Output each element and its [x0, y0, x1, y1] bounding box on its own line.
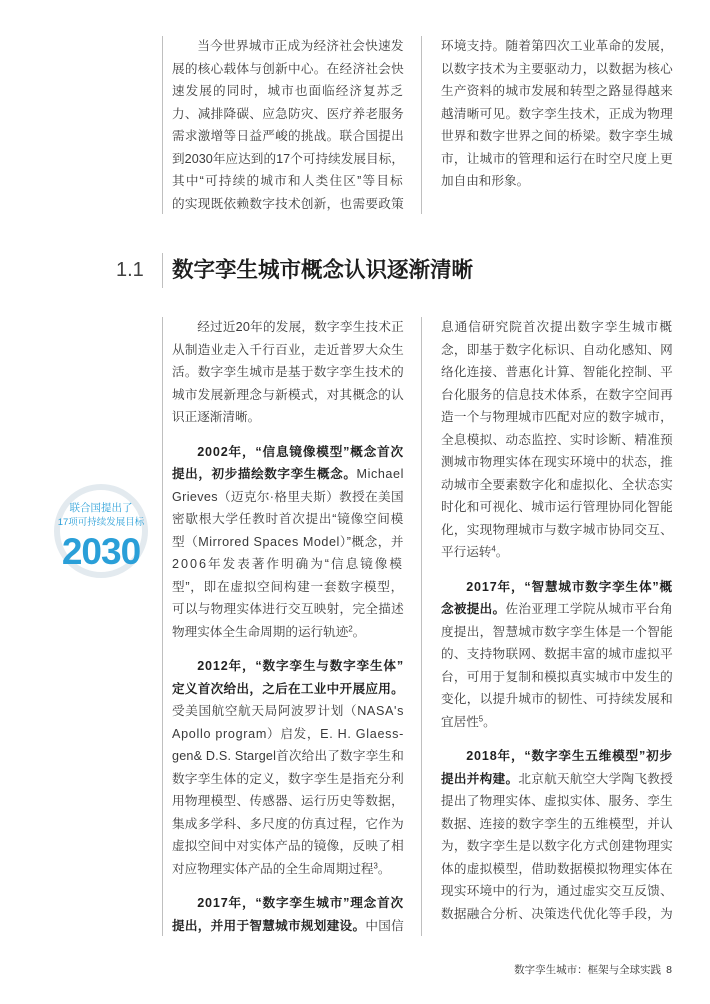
text-line: [441, 666, 673, 689]
line-text: 台化服务的信息技术体系，在数字空间再: [441, 387, 673, 402]
line-text: 度提出，智慧城市数字孪生体是一个智能: [441, 624, 673, 639]
line-text: 加自由和形象。: [441, 174, 530, 188]
line-text: 络化连接、普惠化计算、智能化控制、平: [441, 365, 673, 379]
line-text: 虚拟空间中对实体产品的镜像，反映了相: [172, 839, 404, 853]
line-text: 念，即基于数字化标识、自动化感知、网: [441, 342, 673, 357]
intro-left-column: [172, 35, 404, 215]
text-line: [172, 361, 404, 384]
line-text: 环境支持。随着第四次工业革命的发展，: [441, 39, 673, 53]
bold-lead-in: 2017年，“智慧城市数字孪生体”概: [466, 579, 673, 594]
line-text: 生产资料的城市发展和转型之路显得越来: [441, 84, 673, 98]
text-run: 物理实体全生命周期的运行轨迹: [172, 624, 349, 639]
text-line: [172, 508, 404, 531]
text-run: 平行运转: [441, 545, 492, 559]
text-run: 中国信: [365, 918, 405, 933]
text-run: 宜居性: [441, 714, 479, 729]
text-line: [441, 643, 673, 666]
text-run: 。: [352, 624, 366, 639]
bold-lead-in: 提出，初步描绘数字孪生概念。: [172, 467, 357, 481]
text-line: [172, 80, 404, 103]
bold-lead-in: 2012年，“数字孪生与数字孪生体”: [197, 659, 404, 673]
text-line: [441, 80, 673, 103]
text-line: [441, 406, 673, 429]
text-line: [441, 519, 673, 542]
line-text: [197, 896, 404, 910]
line-text: 速发展的同时，城市也面临经济复苏乏: [172, 84, 404, 98]
text-line: [172, 835, 404, 858]
line-text: [466, 580, 673, 594]
text-line: [441, 148, 673, 171]
line-text: 可以与物理实体进行交互映射，完全描述: [172, 602, 404, 616]
paragraph: [441, 35, 673, 193]
bold-lead-in: 2017年，“数字孪生城市”理念首次: [197, 896, 404, 910]
text-run: 。: [377, 861, 391, 876]
line-text: [172, 467, 404, 481]
text-line: [172, 170, 404, 193]
line-text: 提出了物理实体、虚拟实体、服务、孪生: [441, 794, 673, 808]
text-line: [441, 339, 673, 362]
text-line: [441, 316, 673, 339]
text-line: [172, 406, 404, 429]
text-line: [441, 711, 673, 734]
text-line: [172, 35, 404, 58]
text-line: [441, 880, 673, 903]
text-line: [172, 745, 404, 768]
line-text: 测城市物理实体在现实环境中的状态，推: [441, 455, 673, 469]
callout-line-1: 联合国提出了: [69, 502, 133, 514]
text-line: [441, 835, 673, 858]
text-line: [441, 745, 673, 768]
bold-lead-in: 2018年，“数字孪生五维模型”初步: [466, 749, 673, 763]
line-text: 为，数字孪生是以数字化方式创建物理实: [441, 839, 673, 853]
text-line: [172, 790, 404, 813]
text-line: [172, 858, 404, 881]
footnote-marker: 4: [491, 544, 496, 554]
line-text: 市，让城市的管理和运行在时空尺度上更: [441, 151, 673, 166]
line-text: [441, 545, 508, 559]
line-text: 型（Mirrored Spaces Model）”概念，并: [172, 534, 404, 549]
text-line: [172, 598, 404, 621]
line-text: 当今世界城市正成为经济社会快速发: [197, 39, 404, 53]
line-text: 动城市全要素数字化和虚拟化、全状态实: [441, 477, 673, 492]
page-footer: [514, 962, 672, 978]
text-line: [441, 768, 673, 791]
paragraph: [441, 745, 673, 925]
text-line: [441, 813, 673, 836]
text-line: [441, 451, 673, 474]
intro-right-column: [441, 35, 673, 193]
text-run: 北京航天航空大学陶飞教授: [518, 771, 674, 786]
text-line: [172, 193, 404, 216]
paragraph: [172, 892, 404, 937]
line-text: 的、支持物联网、数据丰富的城市虚拟平: [441, 647, 673, 661]
text-line: [172, 915, 404, 938]
text-line: [441, 361, 673, 384]
text-run: Michael: [356, 467, 404, 481]
bold-lead-in: 定义首次给出，之后在工业中开展应用。: [172, 681, 404, 696]
line-text: 体的虚拟模型，借助数据模拟物理实体在: [441, 861, 673, 876]
line-text: 变化，以提升城市的韧性、可持续发展和: [441, 692, 673, 706]
text-line: [441, 858, 673, 881]
line-text: [172, 682, 404, 696]
column-divider: [421, 36, 422, 214]
line-text: 数字孪生体的定义，数字孪生是指充分利: [172, 771, 404, 786]
text-line: [172, 125, 404, 148]
line-text: 越清晰可见。数字孪生技术，正成为物理: [441, 106, 673, 121]
line-text: 活。数字孪生城市是基于数字孪生技术的: [172, 365, 404, 379]
footnote-marker: 3: [373, 861, 378, 871]
line-text: 世界和数字世界之间的桥梁。数字孪生城: [441, 129, 673, 143]
text-line: [441, 621, 673, 644]
heading-rule: [162, 253, 163, 288]
line-text: [172, 862, 390, 876]
line-text: Apollo program）启发，E. H. Glaess-: [172, 726, 404, 741]
section-number: 1.1: [116, 259, 144, 281]
text-line: [172, 723, 404, 746]
bold-lead-in: 提出并构建。: [441, 771, 519, 786]
text-run: 佐治亚理工学院从城市平台角: [505, 602, 674, 616]
footnote-marker: 2: [348, 624, 353, 634]
text-line: [441, 598, 673, 621]
line-text: 其中“可持续的城市和人类住区”等目标: [172, 174, 404, 188]
column-divider: [421, 317, 422, 936]
text-line: [172, 553, 404, 576]
footnote-marker: 5: [478, 714, 484, 724]
text-line: [172, 892, 404, 915]
line-text: 台，可用于复制和模拟真实城市中发生的: [441, 669, 673, 684]
line-text: gen& D.S. Stargel首次给出了数字孪生和: [172, 749, 404, 763]
line-text: 数据、连接的数字孪生的五维模型，并认: [441, 816, 673, 831]
text-line: [441, 496, 673, 519]
line-text: 到2030年应达到的17个可持续发展目标，: [172, 151, 404, 166]
line-text: 城市发展新理念与新模式，对其概念的认: [172, 387, 404, 402]
line-text: 2006年发表著作明确为“信息镜像模: [172, 557, 404, 571]
line-text: 用物理模型、传感器、运行历史等数据，: [172, 794, 404, 808]
line-text: 现实环境中的行为，通过虚实交互反馈、: [441, 884, 673, 898]
line-text: [197, 445, 404, 459]
column-rule: [162, 36, 163, 214]
text-line: [441, 541, 673, 564]
line-text: 以数字技术为主要驱动力，以数据为核心: [441, 61, 673, 76]
text-line: [172, 678, 404, 701]
text-line: [172, 486, 404, 509]
text-line: [441, 903, 673, 926]
paragraph: [441, 576, 673, 734]
footer-title: 数字孪生城市：框架与全球实践: [514, 964, 662, 976]
text-line: [441, 35, 673, 58]
callout-figure: 2030: [61, 531, 141, 572]
text-line: [172, 531, 404, 554]
line-text: 力、减排降碳、应急防灾、医疗养老服务: [172, 106, 404, 121]
line-text: 受美国航空航天局阿波罗计划（NASA's: [172, 704, 404, 718]
line-text: 密歇根大学任教时首次提出“镜像空间模: [172, 512, 404, 526]
paragraph: [172, 35, 404, 215]
line-text: 全息模拟、动态监控、实时诊断、精准预: [441, 432, 673, 447]
line-text: [197, 659, 404, 673]
line-text: [441, 772, 673, 786]
bold-lead-in: 念被提出。: [441, 602, 506, 616]
line-text: 经过近20年的发展，数字孪生技术正: [197, 320, 404, 334]
line-text: [441, 602, 673, 616]
page-number: 8: [666, 964, 672, 976]
text-line: [172, 621, 404, 644]
line-text: [172, 919, 404, 933]
text-line: [441, 170, 673, 193]
column-rule: [162, 317, 163, 936]
text-line: [441, 125, 673, 148]
line-text: 的实现既依赖数字技术创新，也需要政策: [172, 196, 404, 211]
line-text: 数据融合分析、决策迭代优化等手段，为: [441, 906, 673, 921]
callout-badge: [54, 484, 148, 578]
bold-lead-in: 2002年，“信息镜像模型”概念首次: [197, 444, 404, 459]
text-line: [441, 384, 673, 407]
text-line: [172, 384, 404, 407]
text-line: [172, 103, 404, 126]
text-line: [172, 700, 404, 723]
body-left-column: [172, 316, 404, 937]
text-line: [441, 58, 673, 81]
text-line: [172, 58, 404, 81]
line-text: 造一个与物理城市匹配对应的数字城市，: [441, 410, 673, 424]
bold-lead-in: 提出，并用于智慧城市规划建设。: [172, 918, 366, 933]
text-line: [441, 576, 673, 599]
line-text: 息通信研究院首次提出数字孪生城市概: [441, 320, 673, 334]
line-text: [172, 625, 365, 639]
text-run: 对应物理实体产品的全生命周期过程: [172, 861, 374, 876]
text-line: [172, 316, 404, 339]
callout-line-2: 17项可持续发展目标: [57, 517, 145, 528]
paragraph: [172, 655, 404, 880]
paragraph: [172, 441, 404, 644]
text-run: 。: [483, 714, 496, 729]
text-line: [441, 790, 673, 813]
line-text: [441, 715, 496, 729]
body-right-column: [441, 316, 673, 925]
line-text: 展的核心载体与创新中心。在经济社会快: [172, 61, 404, 76]
paragraph: [441, 316, 673, 564]
text-line: [172, 655, 404, 678]
line-text: 化，实现物理城市与数字城市协同交互、: [441, 522, 673, 537]
text-line: [441, 103, 673, 126]
line-text: 集成多学科、多尺度的仿真过程，它作为: [172, 816, 404, 831]
line-text: 从制造业走入千行百业，走近普罗大众生: [172, 342, 404, 357]
text-line: [441, 429, 673, 452]
paragraph: [172, 316, 404, 429]
text-line: [172, 768, 404, 791]
text-line: [172, 463, 404, 486]
line-text: 时化和可视化、城市运行管理协同化智能: [441, 500, 673, 514]
line-text: [466, 749, 673, 763]
line-text: Grieves（迈克尔·格里夫斯）教授在美国: [172, 489, 404, 504]
text-line: [172, 441, 404, 464]
text-line: [172, 148, 404, 171]
text-line: [441, 474, 673, 497]
line-text: 需求激增等日益严峻的挑战。联合国提出: [172, 129, 404, 143]
section-title: 数字孪生城市概念认识逐渐清晰: [172, 258, 474, 282]
line-text: 识正逐渐清晰。: [172, 410, 261, 424]
text-line: [172, 576, 404, 599]
text-run: 。: [495, 545, 509, 559]
text-line: [172, 813, 404, 836]
text-line: [172, 339, 404, 362]
line-text: 型”，即在虚拟空间构建一套数字模型，: [172, 579, 404, 594]
text-line: [441, 688, 673, 711]
